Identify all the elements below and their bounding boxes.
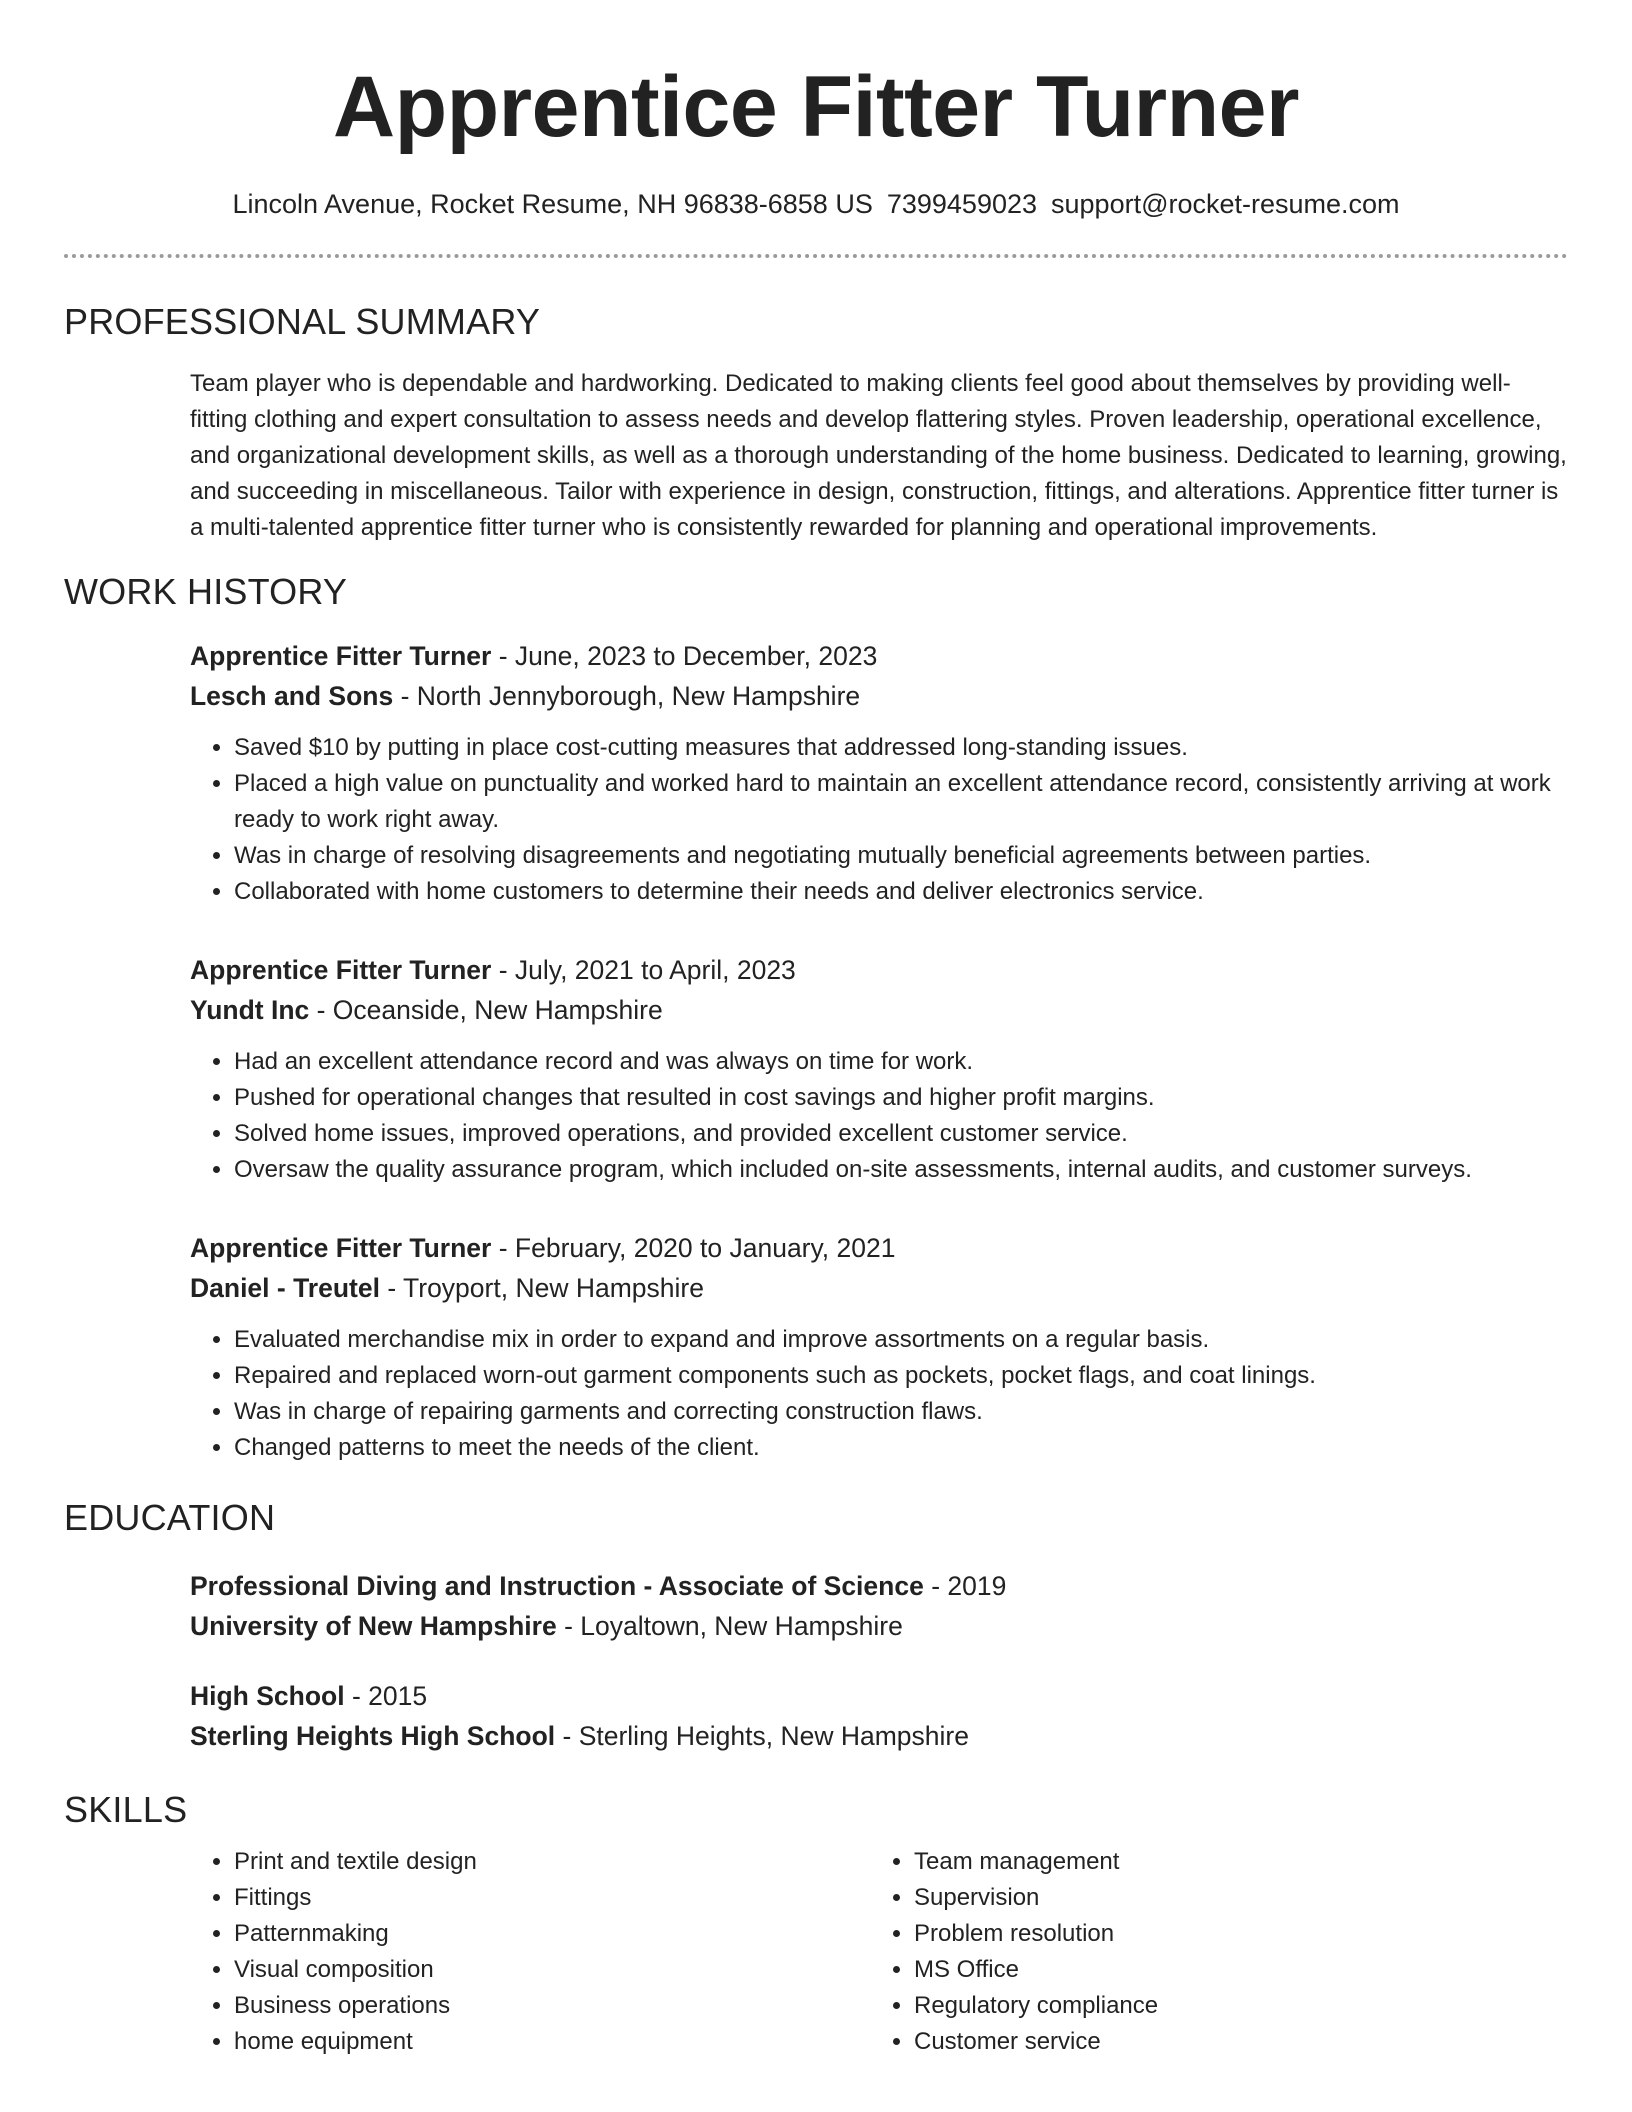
- job-location: - Oceanside, New Hampshire: [309, 995, 663, 1025]
- contact-phone: 7399459023: [886, 189, 1038, 219]
- skill-item: • Print and textile design: [234, 1844, 870, 1880]
- skills: [190, 1844, 1568, 2060]
- work-history: [190, 636, 1568, 1466]
- skill-item: • MS Office: [914, 1952, 1550, 1988]
- job-entry: [190, 1228, 1568, 1466]
- skill-item: • Patternmaking: [234, 1916, 870, 1952]
- job-bullet: • Saved $10 by putting in place cost-cutting measures that addressed long-standing issues.: [234, 730, 1568, 766]
- skills-list-right: [870, 1844, 1550, 2060]
- contact-info: [64, 186, 1568, 222]
- education-entry: [190, 1566, 1568, 1646]
- skill-item: • Team management: [914, 1844, 1550, 1880]
- education-entry: [190, 1676, 1568, 1756]
- job-location: - Troyport, New Hampshire: [379, 1273, 704, 1303]
- education-location: - Sterling Heights, New Hampshire: [555, 1721, 969, 1751]
- job-role: Apprentice Fitter Turner: [190, 1233, 492, 1263]
- job-bullet: • Changed patterns to meet the needs of the client.: [234, 1430, 1568, 1466]
- skill-item: • Problem resolution: [914, 1916, 1550, 1952]
- education-year: - 2015: [344, 1681, 428, 1711]
- job-entry: [190, 636, 1568, 910]
- summary-heading: PROFESSIONAL SUMMARY: [64, 301, 541, 342]
- education-school: Sterling Heights High School: [190, 1721, 556, 1751]
- contact-address: Lincoln Avenue, Rocket Resume, NH 96838-6858 US: [232, 189, 873, 219]
- job-bullet: • Collaborated with home customers to determine their needs and deliver electronics service.: [234, 874, 1568, 910]
- skills-heading: SKILLS: [64, 1789, 188, 1830]
- job-bullet: • Was in charge of resolving disagreements and negotiating mutually beneficial agreements between parties.: [234, 838, 1568, 874]
- education-location: - Loyaltown, New Hampshire: [556, 1611, 903, 1641]
- work-history-heading: WORK HISTORY: [64, 571, 348, 612]
- job-bullet: • Solved home issues, improved operations, and provided excellent customer service.: [234, 1116, 1568, 1152]
- education-heading: EDUCATION: [64, 1497, 276, 1538]
- skill-item: • Business operations: [234, 1988, 870, 2024]
- contact-email[interactable]: support@rocket-resume.com: [1051, 189, 1400, 219]
- job-bullets: [190, 1044, 1568, 1188]
- skill-item: • Visual composition: [234, 1952, 870, 1988]
- job-role: Apprentice Fitter Turner: [190, 641, 492, 671]
- summary-text: Team player who is dependable and hardworking. Dedicated to making clients feel good about themselves by providing well-fitting clothing and expert consultation to assess needs and develop flattering styles. Proven leadership, operational excellence, and organizational development skills, as well as a thorough understanding of the home business. Dedicated to learning, growing, and succeeding in miscellaneous. Tailor with experience in design, construction, fittings, and alterations. Apprentice fitter turner is a multi-talented apprentice fitter turner who is consistently rewarded for planning and operational improvements.: [190, 370, 1567, 541]
- education-degree: Professional Diving and Instruction - Associate of Science: [190, 1571, 924, 1601]
- skill-item: • Regulatory compliance: [914, 1988, 1550, 2024]
- job-bullet: • Oversaw the quality assurance program, which included on-site assessments, internal audits, and customer surveys.: [234, 1152, 1568, 1188]
- job-bullet: • Placed a high value on punctuality and worked hard to maintain an excellent attendance record, consistently arriving at work ready to work right away.: [234, 766, 1568, 838]
- education-school: University of New Hampshire: [190, 1611, 557, 1641]
- skills-list-left: [190, 1844, 870, 2060]
- job-company: Yundt Inc: [190, 995, 310, 1025]
- job-dates: - July, 2021 to April, 2023: [491, 955, 796, 985]
- candidate-name: Apprentice Fitter Turner: [333, 59, 1299, 155]
- skill-item: • home equipment: [234, 2024, 870, 2060]
- job-role: Apprentice Fitter Turner: [190, 955, 492, 985]
- education-degree: High School: [190, 1681, 345, 1711]
- header-divider: [64, 254, 1568, 258]
- job-bullets: [190, 730, 1568, 910]
- job-company: Lesch and Sons: [190, 681, 394, 711]
- skill-item: • Customer service: [914, 2024, 1550, 2060]
- job-bullet: • Pushed for operational changes that resulted in cost savings and higher profit margins.: [234, 1080, 1568, 1116]
- job-bullet: • Evaluated merchandise mix in order to expand and improve assortments on a regular basis.: [234, 1322, 1568, 1358]
- job-location: - North Jennyborough, New Hampshire: [393, 681, 861, 711]
- job-entry: [190, 950, 1568, 1188]
- education-year: - 2019: [923, 1571, 1007, 1601]
- job-company: Daniel - Treutel: [190, 1273, 380, 1303]
- education: [190, 1566, 1568, 1756]
- skill-item: • Fittings: [234, 1880, 870, 1916]
- job-bullets: [190, 1322, 1568, 1466]
- job-dates: - February, 2020 to January, 2021: [491, 1233, 896, 1263]
- skill-item: • Supervision: [914, 1880, 1550, 1916]
- job-dates: - June, 2023 to December, 2023: [491, 641, 878, 671]
- job-bullet: • Was in charge of repairing garments and correcting construction flaws.: [234, 1394, 1568, 1430]
- job-bullet: • Had an excellent attendance record and was always on time for work.: [234, 1044, 1568, 1080]
- job-bullet: • Repaired and replaced worn-out garment components such as pockets, pocket flags, and coat linings.: [234, 1358, 1568, 1394]
